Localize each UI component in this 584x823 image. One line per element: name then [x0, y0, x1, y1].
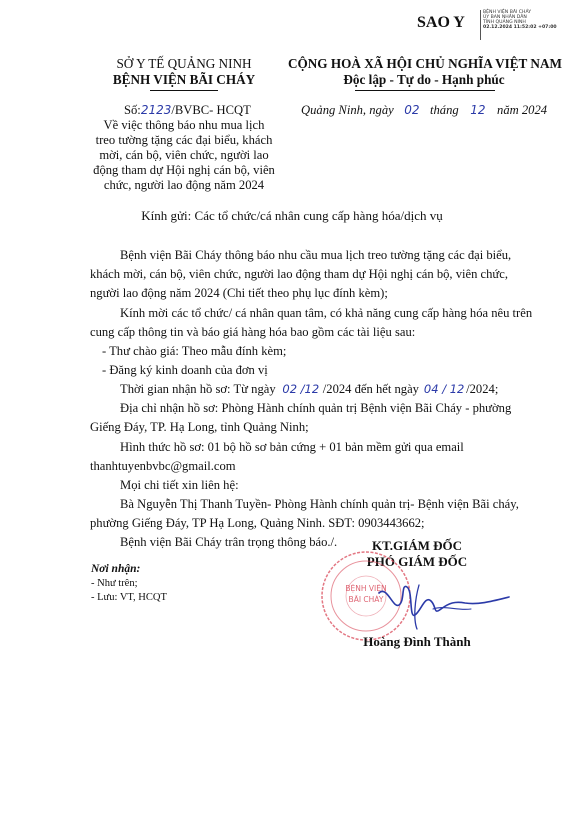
time-from-handwritten: 02 /12 [282, 382, 320, 396]
motto-underline [355, 90, 495, 91]
time-mid: /2024 đến hết ngày [322, 382, 419, 396]
subject-line: treo tường tặng các đại biểu, khách [95, 133, 273, 147]
copy-stamp-label: SAO Y [417, 14, 465, 31]
seal-text: BÃI CHÁY [348, 595, 384, 604]
organization-name: BỆNH VIỆN BÃI CHÁY [112, 72, 256, 87]
body-line: Bệnh viện Bãi Cháy thông báo nhu cầu mua lịch treo tường tặng các đại biểu, [120, 248, 512, 262]
doc-number-prefix: Số: [124, 103, 141, 117]
doc-number-suffix: /BVBC- HCQT [171, 103, 251, 117]
org-underline [150, 90, 218, 91]
place-date-prefix: Quảng Ninh, ngày [301, 103, 394, 117]
body-line: Giếng Đáy, TP. Hạ Long, tỉnh Quảng Ninh; [90, 420, 309, 434]
subject-line: mời, cán bộ, viên chức, người lao [99, 148, 269, 162]
body-line: Bà Nguyễn Thị Thanh Tuyền- Phòng Hành chính quản trị- Bệnh viện Bãi cháy, [120, 497, 519, 511]
recipients-item: - Lưu: VT, HCQT [91, 592, 167, 603]
copy-stamp-line: ỦY BAN NHÂN DÂN [483, 15, 527, 20]
body-line: Kính mời các tổ chức/ cá nhân quan tâm, có khả năng cung cấp hàng hóa nêu trên [120, 306, 533, 320]
body-line: Địa chỉ nhận hồ sơ: Phòng Hành chính quản trị Bệnh viện Bãi Cháy - phường [120, 401, 512, 415]
recipient-line: Kính gửi: Các tổ chức/cá nhân cung cấp hàng hóa/dịch vụ [141, 208, 443, 223]
contact-email: thanhtuyenbvbc@gmail.com [90, 459, 236, 473]
body-line: Mọi chi tiết xin liên hệ: [120, 478, 239, 492]
body-line: Bệnh viện Bãi Cháy trân trọng thông báo./. [120, 535, 338, 549]
recipients-title: Nơi nhận: [91, 563, 141, 575]
signer-name: Hoàng Đình Thành [363, 634, 471, 649]
subject-line: chức, người lao động năm 2024 [103, 178, 265, 192]
recipients-item: - Như trên; [91, 578, 138, 589]
body-line: Hình thức hồ sơ: 01 bộ hồ sơ bản cứng + 01 bản mềm gửi qua email [120, 440, 464, 454]
date-month-handwritten: 12 [470, 103, 486, 117]
date-day-handwritten: 02 [404, 103, 420, 117]
date-month-label: tháng [430, 103, 459, 117]
country-name: CỘNG HOÀ XÃ HỘI CHỦ NGHĨA VIỆT NAM [288, 56, 562, 71]
time-to-handwritten: 04 / 12 [423, 382, 465, 396]
body-line: người lao động năm 2024 (Chi tiết theo phụ lục đính kèm); [90, 286, 388, 300]
subject-line: động tham dự Hội nghị cán bộ, viên [93, 163, 275, 177]
date-year: năm 2024 [497, 103, 548, 117]
body-line: cung cấp thông tin và báo giá hàng hóa bao gồm các tài liệu sau: [90, 325, 416, 339]
time-prefix: Thời gian nhận hồ sơ: Từ ngày [120, 382, 276, 396]
subject-line: Về việc thông báo nhu mua lịch [103, 118, 265, 132]
signer-title-1: KT.GIÁM ĐỐC [371, 538, 463, 553]
signer-title-2: PHÓ GIÁM ĐỐC [366, 554, 468, 569]
copy-stamp-line: BỆNH VIỆN BÃI CHÁY [483, 10, 532, 15]
copy-stamp-line: TỈNH QUẢNG NINH [483, 20, 526, 25]
document-number [124, 103, 251, 118]
agency-name: SỞ Y TẾ QUẢNG NINH [116, 56, 252, 71]
copy-stamp [417, 8, 577, 42]
required-document-item: - Đăng ký kinh doanh của đơn vị [102, 363, 268, 377]
body-line: khách mời, cán bộ, viên chức, người lao động tham dự Hội nghị cán bộ, viên chức, [90, 267, 508, 281]
handwritten-signature [375, 575, 515, 635]
copy-stamp-lines [483, 10, 577, 30]
copy-stamp-timestamp: 02.12.2024 11:52:02 +07:00 [483, 25, 557, 30]
seal-text: BỆNH VIỆN [345, 584, 387, 593]
place-and-date [301, 103, 547, 118]
document-subject [84, 118, 284, 193]
time-suffix: /2024; [466, 382, 499, 396]
copy-stamp-signature-box [480, 10, 481, 40]
doc-number-handwritten: 2123 [140, 103, 172, 117]
national-motto: Độc lập - Tự do - Hạnh phúc [343, 72, 505, 87]
body-line: phường Giếng Đáy, TP Hạ Long, Quảng Ninh. SĐT: 0903443662; [90, 516, 425, 530]
required-document-item: - Thư chào giá: Theo mẫu đính kèm; [102, 344, 287, 358]
submission-time [120, 381, 498, 397]
